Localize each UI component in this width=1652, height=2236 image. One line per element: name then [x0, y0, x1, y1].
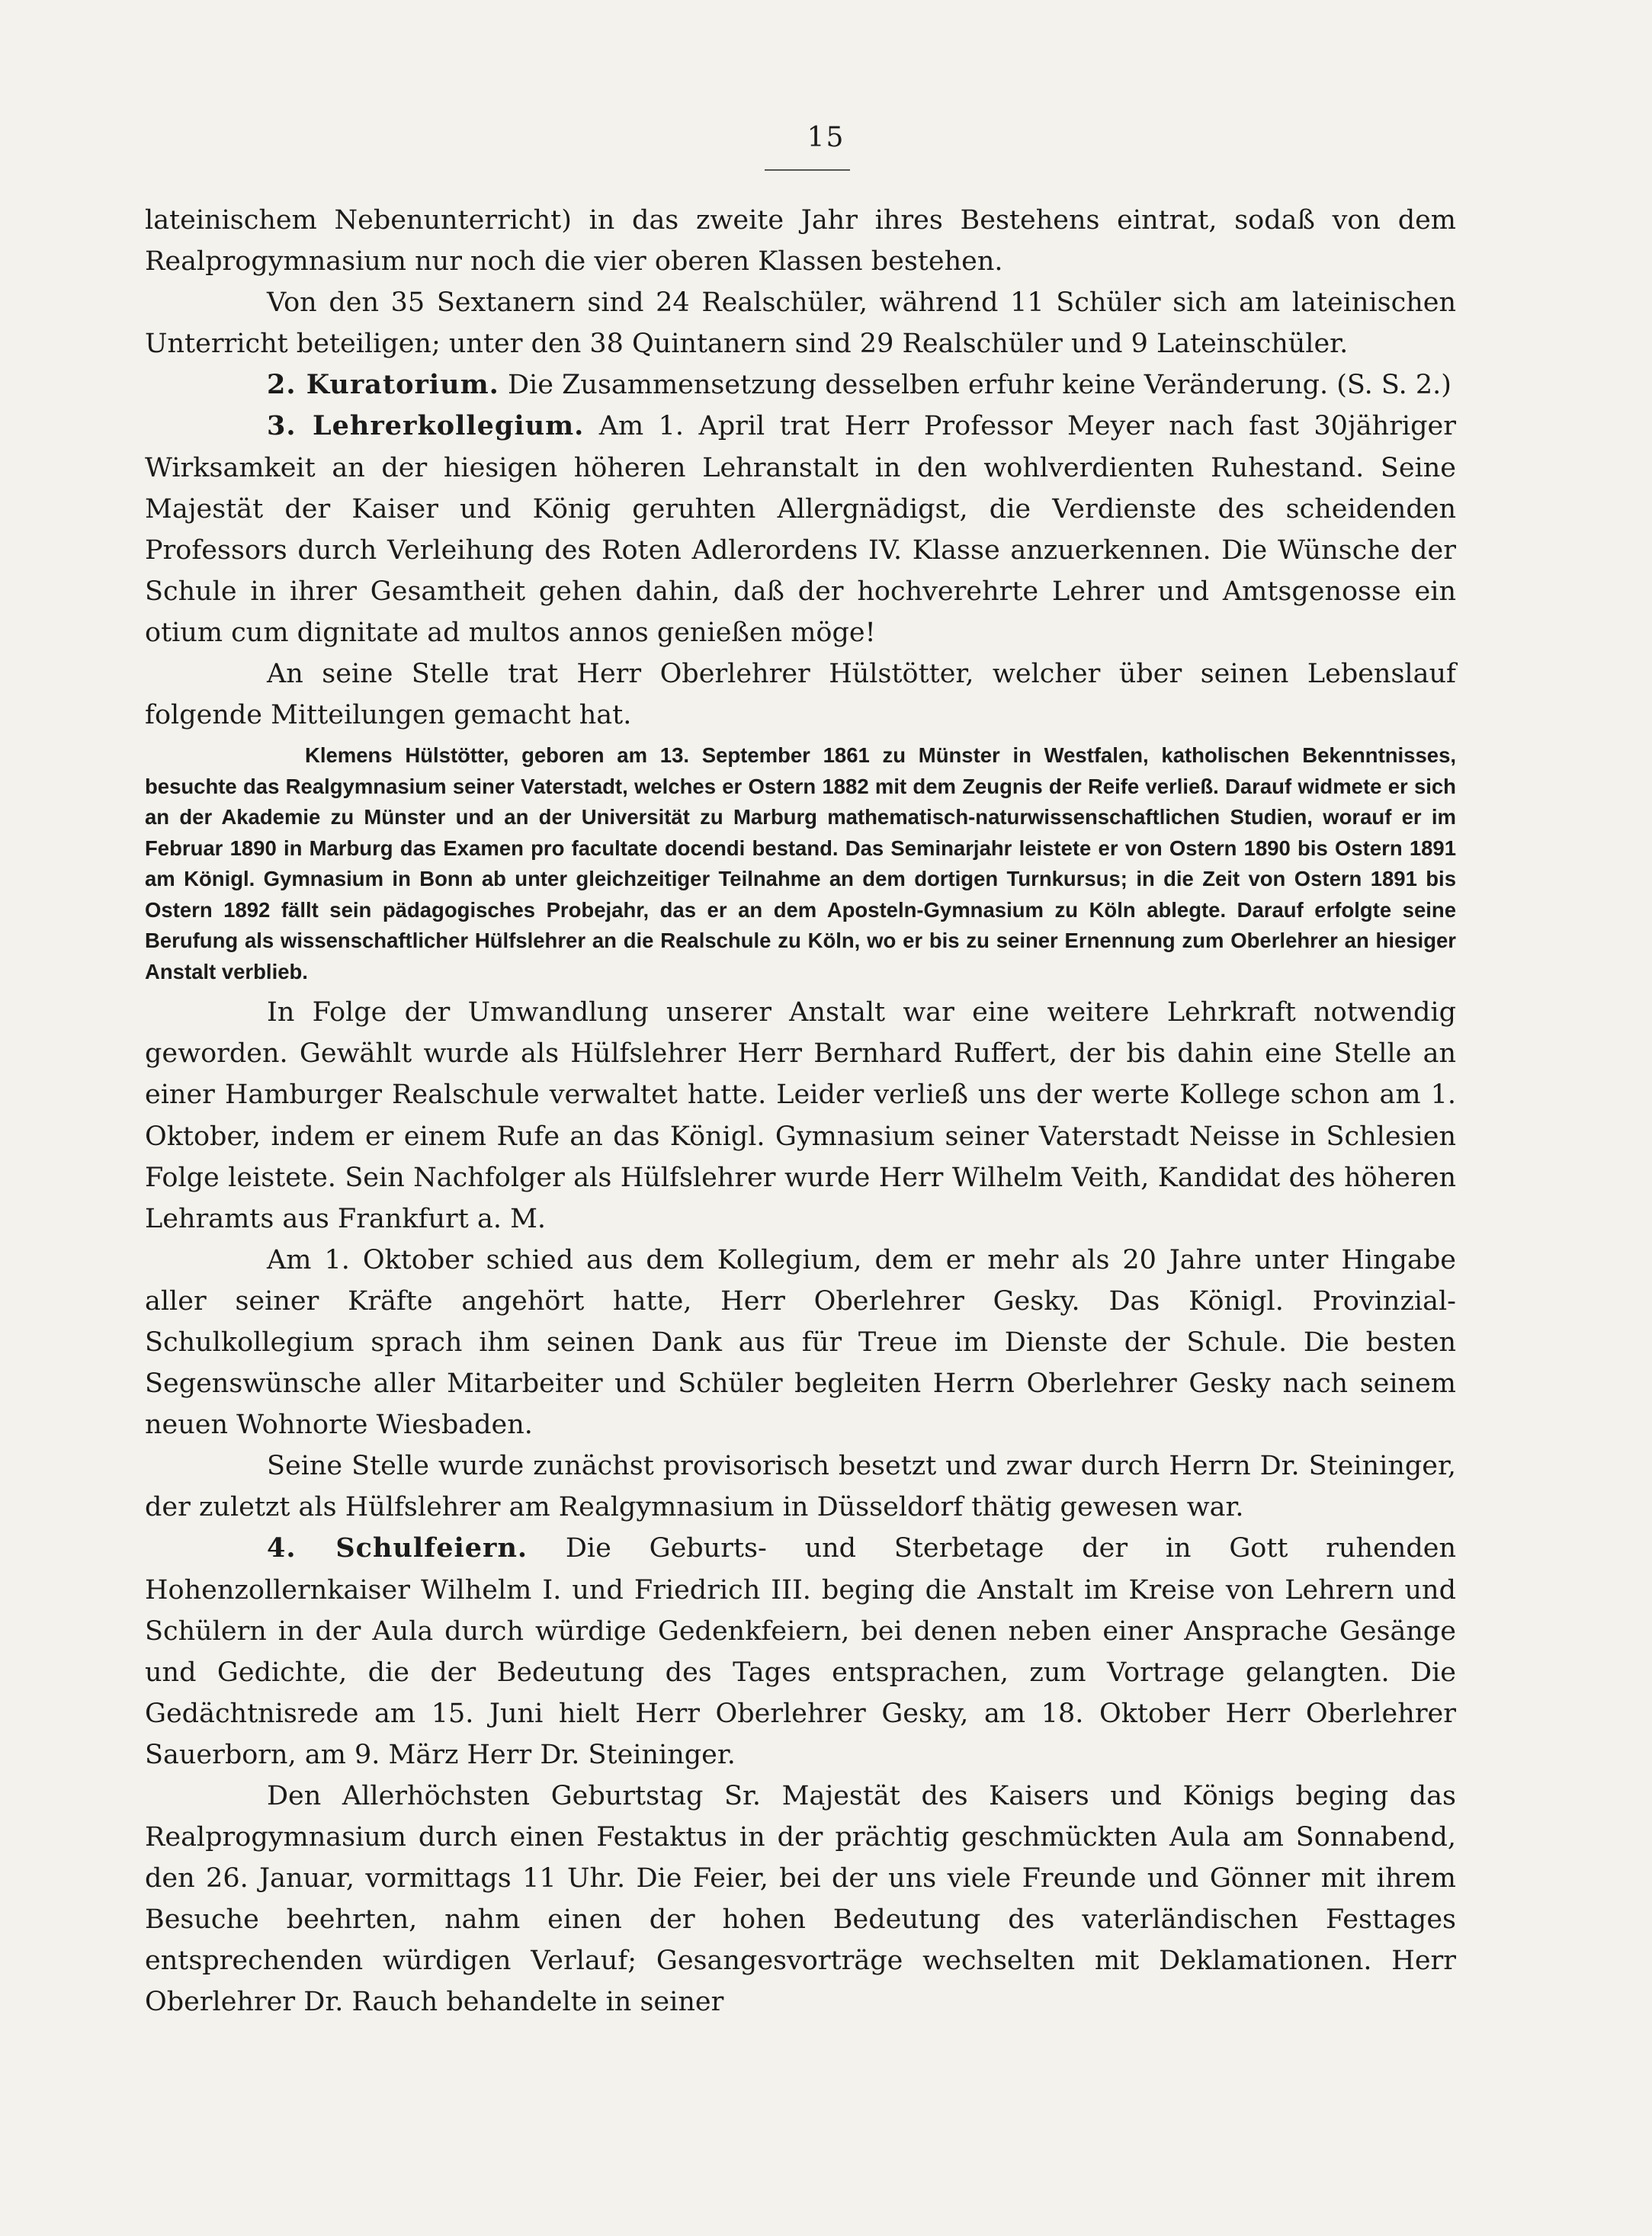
paragraph-umwandlung	[145, 992, 1456, 1240]
paragraph-text: Den Allerhöchsten Geburtstag Sr. Majestät des Kaisers und Königs beging das Realprogymnasium durch einen Festaktus in der prächtig geschmückten Aula am Sonnabend, den 26. Januar, vormittags 11 Uhr. Die Feier, bei der uns viele Freunde und Gönner mit ihrem Besuche beehrten, nahm einen der hohen Bedeutung des vaterländischen Festtages entsprechenden würdigen Verlauf; Gesangesvorträge wechselten mit Deklamationen. Herr Oberlehrer Dr. Rauch behandelte in seiner	[145, 1781, 1456, 2018]
paragraph-text: Seine Stelle wurde zunächst provisorisch besetzt und zwar durch Herrn Dr. Steininger, der zuletzt als Hülfslehrer am Realgymnasium in Düsseldorf thätig gewesen war.	[145, 1451, 1456, 1523]
paragraph-gesky	[145, 1240, 1456, 1445]
paragraph-successor	[145, 653, 1456, 736]
paragraph-continuation	[145, 200, 1456, 282]
paragraph-steininger	[145, 1445, 1456, 1528]
paragraph-text: Die Geburts- und Sterbetage der in Gott ruhenden Hohenzollernkaiser Wilhelm I. und Friedrich III. beging die Anstalt im Kreise von Lehrern und Schülern in der Aula durch würdige Gedenkfeiern, bei denen neben einer Ansprache Gesänge und Gedichte, die der Bedeutung des Tages entsprachen, zum Vortrage gelangten. Die Gedächtnisrede am 15. Juni hielt Herr Oberlehrer Gesky, am 18. Oktober Herr Oberlehrer Sauerborn, am 9. März Herr Dr. Steininger.	[145, 1533, 1456, 1770]
paragraph-text: Am 1. Oktober schied aus dem Kollegium, dem er mehr als 20 Jahre unter Hingabe aller seiner Kräfte angehört hatte, Herr Oberlehrer Gesky. Das Königl. Provinzial-Schulkollegium sprach ihm seinen Dank aus für Treue im Dienste der Schule. Die besten Segenswünsche aller Mitarbeiter und Schüler begleiten Herrn Oberlehrer Gesky nach seinem neuen Wohnorte Wiesbaden.	[145, 1244, 1456, 1441]
paragraph-geburtstag	[145, 1776, 1456, 2023]
page-number-rule	[765, 169, 850, 171]
section-heading: 3. Lehrerkollegium.	[267, 410, 585, 442]
section-kuratorium	[145, 364, 1456, 406]
paragraph-sextaner	[145, 282, 1456, 364]
paragraph-text: An seine Stelle trat Herr Oberlehrer Hülstötter, welcher über seinen Lebenslauf folgende Mitteilungen gemacht hat.	[145, 659, 1456, 731]
biography-block: Klemens Hülstötter, geboren am 13. September 1861 zu Münster in Westfalen, katholischen Bekenntnisses, besuchte das Realgymnasium seiner Vaterstadt, welches er Ostern 1882 mit dem Zeugnis der Reife verließ. Darauf widmete er sich an der Akademie zu Münster und an der Universität zu Marburg mathematisch-naturwissenschaftlichen Studien, worauf er im Februar 1890 in Marburg das Examen pro facultate docendi bestand. Das Seminarjahr leistete er von Ostern 1890 bis Ostern 1891 am Königl. Gymnasium in Bonn ab unter gleichzeitiger Teilnahme an dem dortigen Turnkursus; in die Zeit von Ostern 1891 bis Ostern 1892 fällt sein pädagogisches Probejahr, das er an dem Aposteln-Gymnasium zu Köln ablegte. Darauf erfolgte seine Berufung als wissenschaftlicher Hülfslehrer an die Realschule zu Köln, wo er bis zu seiner Ernennung zum Oberlehrer an hiesiger Anstalt verblieb.	[145, 743, 1456, 983]
page-number: 15	[807, 122, 845, 153]
paragraph-text: In Folge der Umwandlung unserer Anstalt war eine weitere Lehrkraft notwendig geworden. Gewählt wurde als Hülfslehrer Herr Bernhard Ruffert, der bis dahin eine Stelle an einer Hamburger Realschule verwaltet hatte. Leider verließ uns der werte Kollege schon am 1. Oktober, indem er einem Rufe an das Königl. Gymnasium seiner Vaterstadt Neisse in Schlesien Folge leistete. Sein Nachfolger als Hülfslehrer wurde Herr Wilhelm Veith, Kandidat des höheren Lehramts aus Frankfurt a. M.	[145, 997, 1456, 1234]
paragraph-text: lateinischem Nebenunterricht) in das zweite Jahr ihres Bestehens eintrat, sodaß von dem Realprogymnasium nur noch die vier oberen Klassen bestehen.	[145, 205, 1456, 277]
section-heading: 4. Schulfeiern.	[267, 1532, 528, 1564]
section-heading: 2. Kuratorium.	[267, 369, 499, 401]
paragraph-text: Die Zusammensetzung desselben erfuhr keine Veränderung. (S. S. 2.)	[508, 370, 1452, 401]
page-body	[145, 200, 1456, 2023]
section-lehrerkollegium	[145, 406, 1456, 653]
paragraph-text: Von den 35 Sextanern sind 24 Realschüler, während 11 Schüler sich am lateinischen Unterricht beteiligen; unter den 38 Quintanern sind 29 Realschüler und 9 Lateinschüler.	[145, 287, 1456, 360]
section-schulfeiern	[145, 1528, 1456, 1776]
paragraph-text: Am 1. April trat Herr Professor Meyer nach fast 30jähriger Wirksamkeit an der hiesigen höheren Lehranstalt in den wohlverdienten Ruhestand. Seine Majestät der Kaiser und König geruhten Allergnädigst, die Verdienste des scheidenden Professors durch Verleihung des Roten Adlerordens IV. Klasse anzuerkennen. Die Wünsche der Schule in ihrer Gesamtheit gehen dahin, daß der hochverehrte Lehrer und Amtsgenosse ein otium cum dignitate ad multos annos genießen möge!	[145, 411, 1456, 648]
